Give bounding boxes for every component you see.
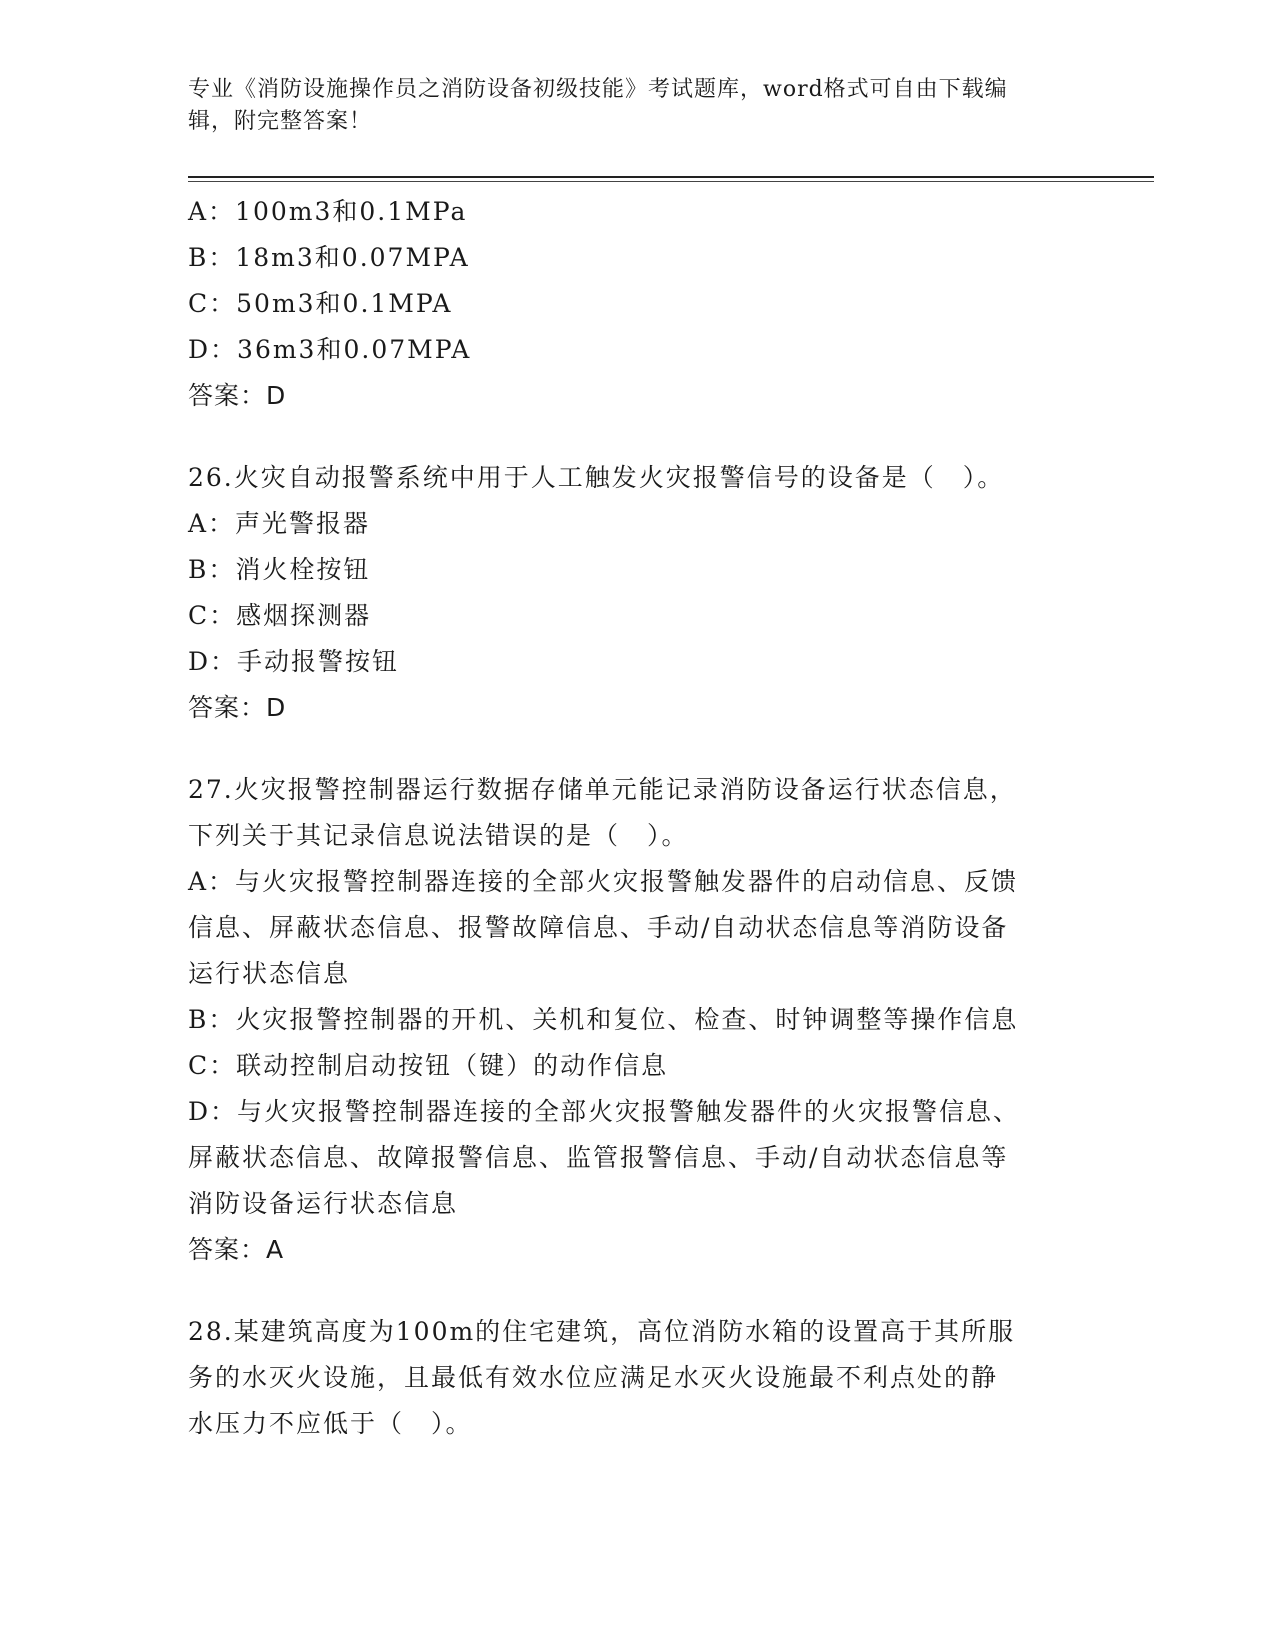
answer-label: 答案：A bbox=[188, 1235, 285, 1264]
option-c: C：50m3和0.1MPA bbox=[188, 289, 453, 318]
option-d: D：36m3和0.07MPA bbox=[188, 335, 472, 364]
spacer bbox=[188, 731, 1088, 767]
question-stem-line-1: 28.某建筑高度为100m的住宅建筑，高位消防水箱的设置高于其所服 bbox=[188, 1317, 1016, 1346]
question-25 bbox=[188, 189, 1088, 419]
question-stem-line-2: 务的水灭火设施，且最低有效水位应满足水灭火设施最不利点处的静 bbox=[188, 1363, 999, 1392]
question-28 bbox=[188, 1309, 1088, 1447]
header-line-2: 辑，附完整答案！ bbox=[188, 109, 373, 134]
option-a-line-3: 运行状态信息 bbox=[188, 959, 351, 988]
question-stem-line-3: 水压力不应低于（ ）。 bbox=[188, 1409, 473, 1438]
option-c: C：感烟探测器 bbox=[188, 601, 372, 630]
answer-label: 答案：D bbox=[188, 381, 287, 410]
option-b: B：消火栓按钮 bbox=[188, 555, 371, 584]
option-b: B：火灾报警控制器的开机、关机和复位、检查、时钟调整等操作信息 bbox=[188, 1005, 1019, 1034]
header-divider-thick bbox=[188, 176, 1154, 178]
header-divider-thin bbox=[188, 181, 1154, 182]
option-d-line-2: 屏蔽状态信息、故障报警信息、监管报警信息、手动/自动状态信息等 bbox=[188, 1143, 1009, 1172]
question-content bbox=[188, 189, 1088, 1447]
option-d: D：手动报警按钮 bbox=[188, 647, 400, 676]
answer-label: 答案：D bbox=[188, 693, 287, 722]
header-line-1: 专业《消防设施操作员之消防设备初级技能》考试题库，word格式可自由下载编 bbox=[188, 77, 1008, 102]
option-c: C：联动控制启动按钮（键）的动作信息 bbox=[188, 1051, 669, 1080]
option-a-line-2: 信息、屏蔽状态信息、报警故障信息、手动/自动状态信息等消防设备 bbox=[188, 913, 1009, 942]
document-header bbox=[188, 74, 1068, 138]
option-b: B：18m3和0.07MPA bbox=[188, 243, 470, 272]
option-d-line-1: D：与火灾报警控制器连接的全部火灾报警触发器件的火灾报警信息、 bbox=[188, 1097, 1021, 1126]
option-d-line-3: 消防设备运行状态信息 bbox=[188, 1189, 459, 1218]
question-27 bbox=[188, 767, 1088, 1273]
question-stem: 26.火灾自动报警系统中用于人工触发火灾报警信号的设备是（ ）。 bbox=[188, 463, 1005, 492]
spacer bbox=[188, 1273, 1088, 1309]
option-a: A：100m3和0.1MPa bbox=[188, 197, 468, 226]
question-stem-line-2: 下列关于其记录信息说法错误的是（ ）。 bbox=[188, 821, 689, 850]
spacer bbox=[188, 419, 1088, 455]
option-a: A：声光警报器 bbox=[188, 509, 371, 538]
question-26 bbox=[188, 455, 1088, 731]
option-a-line-1: A：与火灾报警控制器连接的全部火灾报警触发器件的启动信息、反馈 bbox=[188, 867, 1019, 896]
question-stem-line-1: 27.火灾报警控制器运行数据存储单元能记录消防设备运行状态信息， bbox=[188, 775, 1017, 804]
